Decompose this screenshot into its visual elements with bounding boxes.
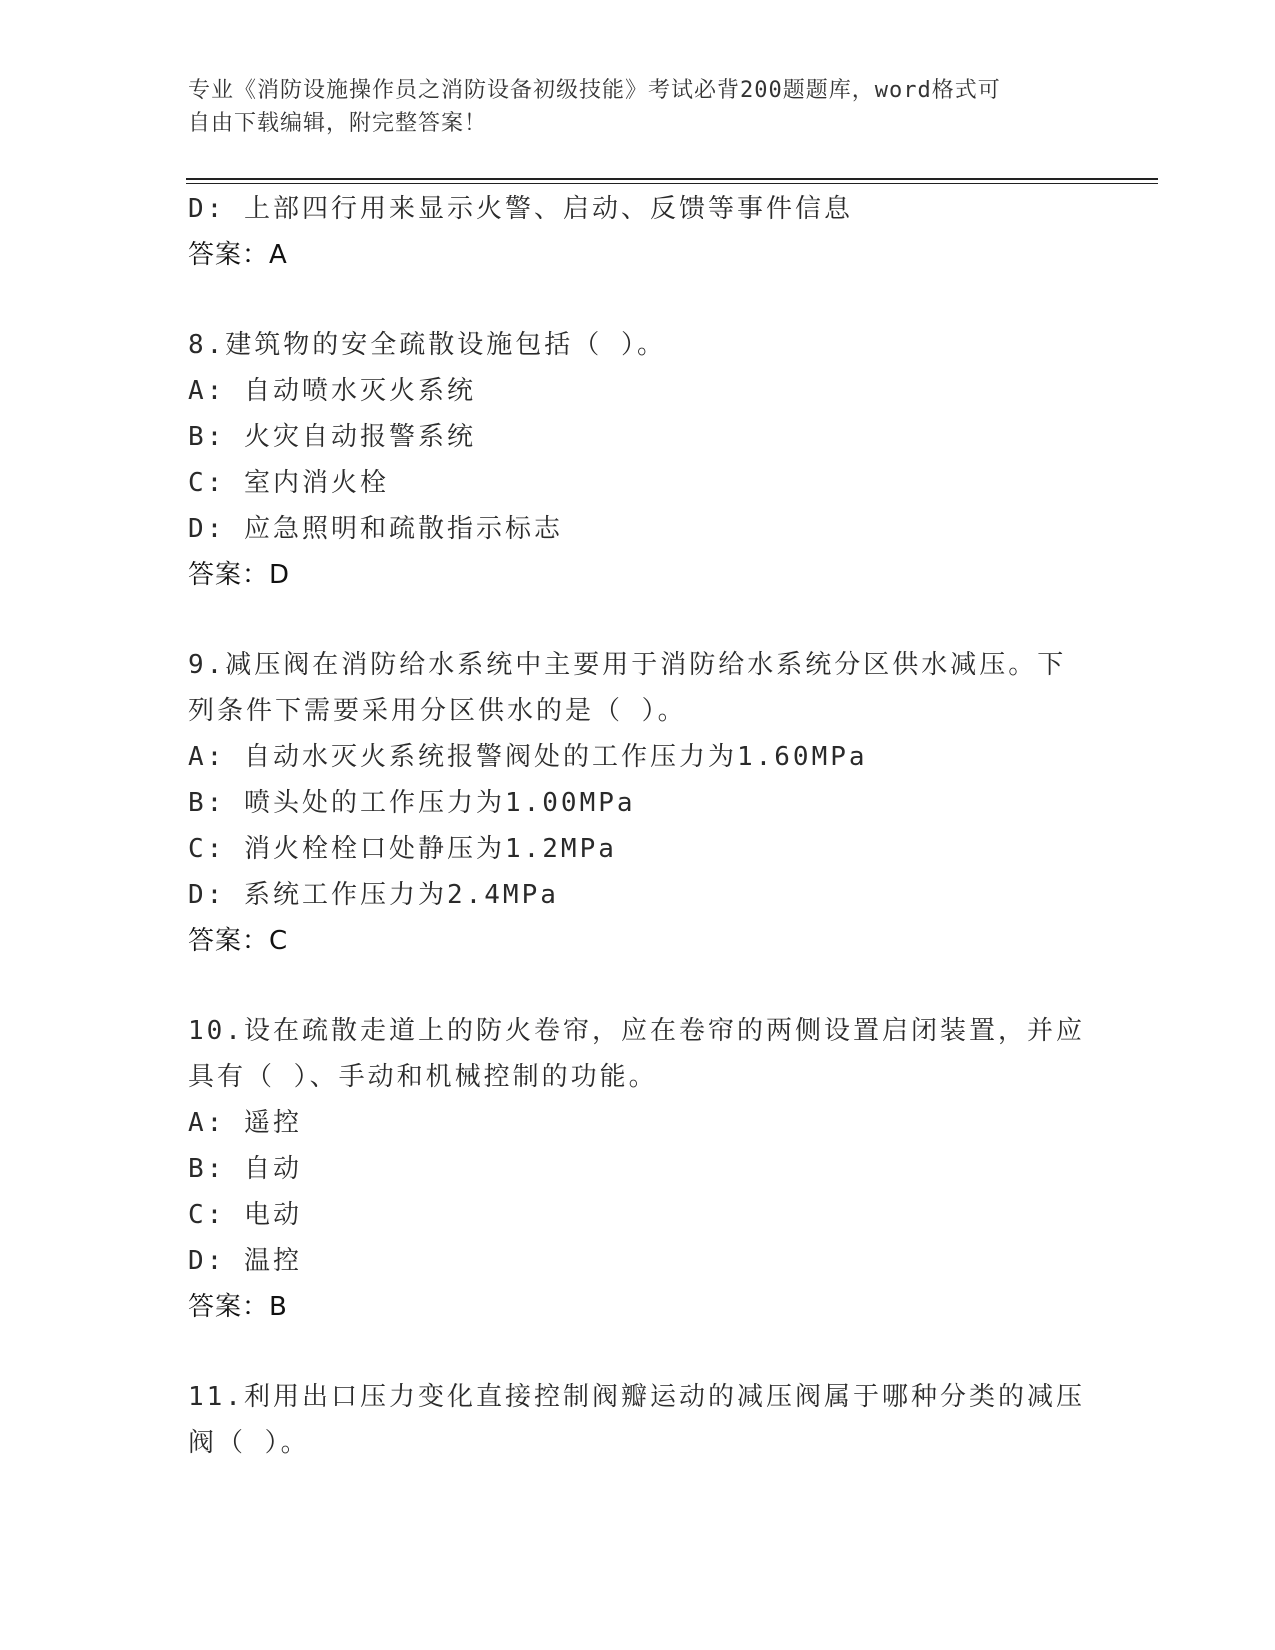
question-stem-continued: 具有（ ）、手动和机械控制的功能。 (188, 1062, 658, 1092)
answer-line: 答案：D (188, 560, 291, 590)
spacer (188, 278, 1088, 322)
question-block-7 (188, 186, 1088, 278)
spacer (188, 598, 1088, 642)
answer-line: 答案：B (188, 1292, 288, 1322)
option-d: D: 应急照明和疏散指示标志 (188, 514, 563, 544)
header-divider-thin (186, 183, 1158, 184)
question-stem: 10.设在疏散走道上的防火卷帘，应在卷帘的两侧设置启闭装置，并应 (188, 1016, 1085, 1046)
option-a: A: 遥控 (188, 1108, 302, 1138)
option-b: B: 火灾自动报警系统 (188, 422, 476, 452)
option-d: D: 系统工作压力为2.4MPa (188, 880, 559, 910)
question-stem-continued: 阀（ ）。 (188, 1428, 310, 1458)
option-c: C: 室内消火栓 (188, 468, 389, 498)
question-list (188, 186, 1088, 1466)
spacer (188, 1330, 1088, 1374)
option-c: C: 消火栓栓口处静压为1.2MPa (188, 834, 617, 864)
question-block-11 (188, 1374, 1088, 1466)
option-d: D: 温控 (188, 1246, 302, 1276)
header-divider (186, 178, 1158, 180)
question-stem: 9.减压阀在消防给水系统中主要用于消防给水系统分区供水减压。下 (188, 650, 1067, 680)
option-b: B: 喷头处的工作压力为1.00MPa (188, 788, 636, 818)
page-header (188, 74, 1068, 140)
question-block-8 (188, 322, 1088, 598)
option-a: A: 自动喷水灭火系统 (188, 376, 476, 406)
header-title-line-1: 专业《消防设施操作员之消防设备初级技能》考试必背200题题库，word格式可 (188, 78, 1001, 103)
answer-line: 答案：A (188, 240, 288, 270)
option-b: B: 自动 (188, 1154, 302, 1184)
question-stem-continued: 列条件下需要采用分区供水的是（ ）。 (188, 696, 687, 726)
answer-line: 答案：C (188, 926, 289, 956)
header-title-line-2: 自由下载编辑，附完整答案！ (188, 111, 488, 136)
question-stem: 8.建筑物的安全疏散设施包括（ ）。 (188, 330, 666, 360)
option-c: C: 电动 (188, 1200, 302, 1230)
question-block-10 (188, 1008, 1088, 1330)
spacer (188, 964, 1088, 1008)
option-d: D: 上部四行用来显示火警、启动、反馈等事件信息 (188, 194, 853, 224)
question-block-9 (188, 642, 1088, 964)
question-stem: 11.利用出口压力变化直接控制阀瓣运动的减压阀属于哪种分类的减压 (188, 1382, 1085, 1412)
option-a: A: 自动水灭火系统报警阀处的工作压力为1.60MPa (188, 742, 868, 772)
